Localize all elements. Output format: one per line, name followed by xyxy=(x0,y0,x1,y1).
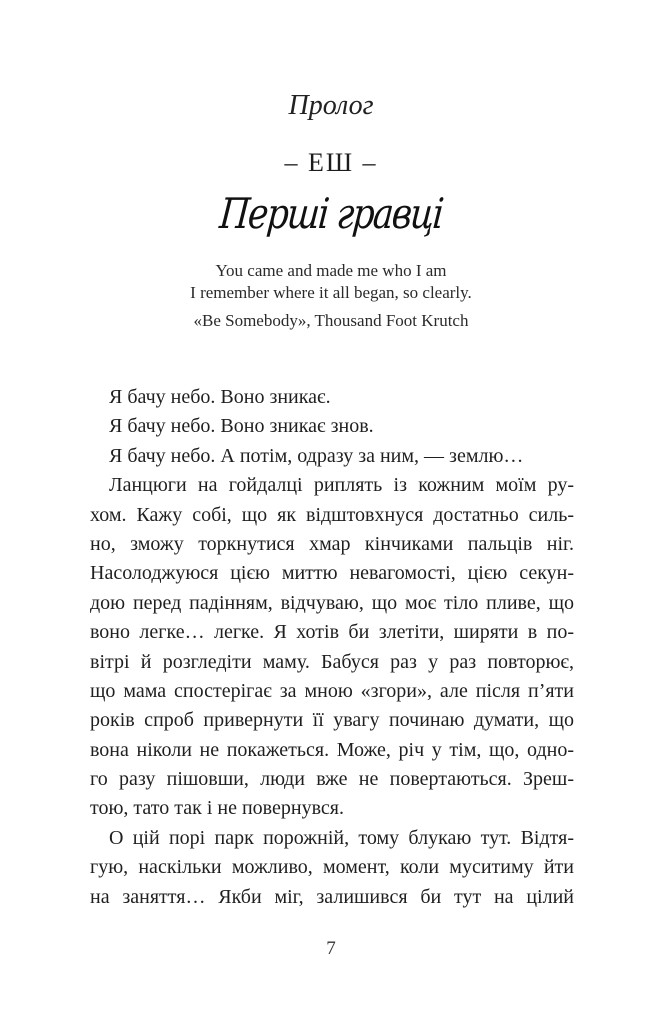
epigraph xyxy=(0,260,662,304)
body-line: Я бачу небо. А потім, одразу за ним, — землю… xyxy=(109,444,524,467)
body-line: воно легке… легке. Я хотів би злетіти, ширяти в по- xyxy=(90,621,574,644)
body-line: но, зможу торкнутися хмар кінчиками пальців ніг. xyxy=(90,532,574,555)
chapter-title-script: Перші гравці xyxy=(217,189,445,238)
body-line: Насолоджуюся цією миттю невагомості, цією секун- xyxy=(90,562,574,585)
body-line: Я бачу небо. Воно зникає. xyxy=(109,386,331,408)
body-line: хом. Кажу собі, що як відштовхнуся достатньо силь- xyxy=(90,503,574,526)
body-line: дою перед падінням, відчуваю, що моє тіло пливе, що xyxy=(90,591,574,614)
body-line: гую, наскільки можливо, момент, коли муситиму йти xyxy=(90,856,574,879)
body-line: що мама спостерігає за мною «згори», але після п’яти xyxy=(90,679,574,702)
epigraph-line: You came and made me who I am xyxy=(215,261,447,280)
epigraph-line: I remember where it all began, so clearly. xyxy=(190,283,472,302)
prologue-heading: Пролог xyxy=(288,90,374,121)
body-line: Ланцюги на гойдалці риплять із кожним моїм ру- xyxy=(109,474,574,497)
page-number: 7 xyxy=(326,938,336,959)
body-line: на заняття… Якби міг, залишився би тут на цілий xyxy=(90,885,574,908)
body-line: Я бачу небо. Воно зникає знов. xyxy=(109,415,374,438)
body-text xyxy=(90,383,574,912)
body-line: О цій порі парк порожній, тому блукаю тут. Відтя- xyxy=(109,826,574,849)
body-line: го разу пішовши, люди вже не повертаються. Зреш- xyxy=(90,768,574,791)
epigraph-attribution: «Be Somebody», Thousand Foot Krutch xyxy=(193,311,469,330)
body-line: вітрі й розгледіти маму. Бабуся раз у раз повторює, xyxy=(90,650,574,673)
body-line: тою, тато так і не повернувся. xyxy=(90,797,344,820)
body-line: вона ніколи не покажеться. Може, річ у тім, що, одно- xyxy=(90,738,574,761)
pov-character-heading: – ЕШ – xyxy=(284,148,378,177)
body-line: років спроб привернути її увагу починаю думати, що xyxy=(90,709,574,732)
